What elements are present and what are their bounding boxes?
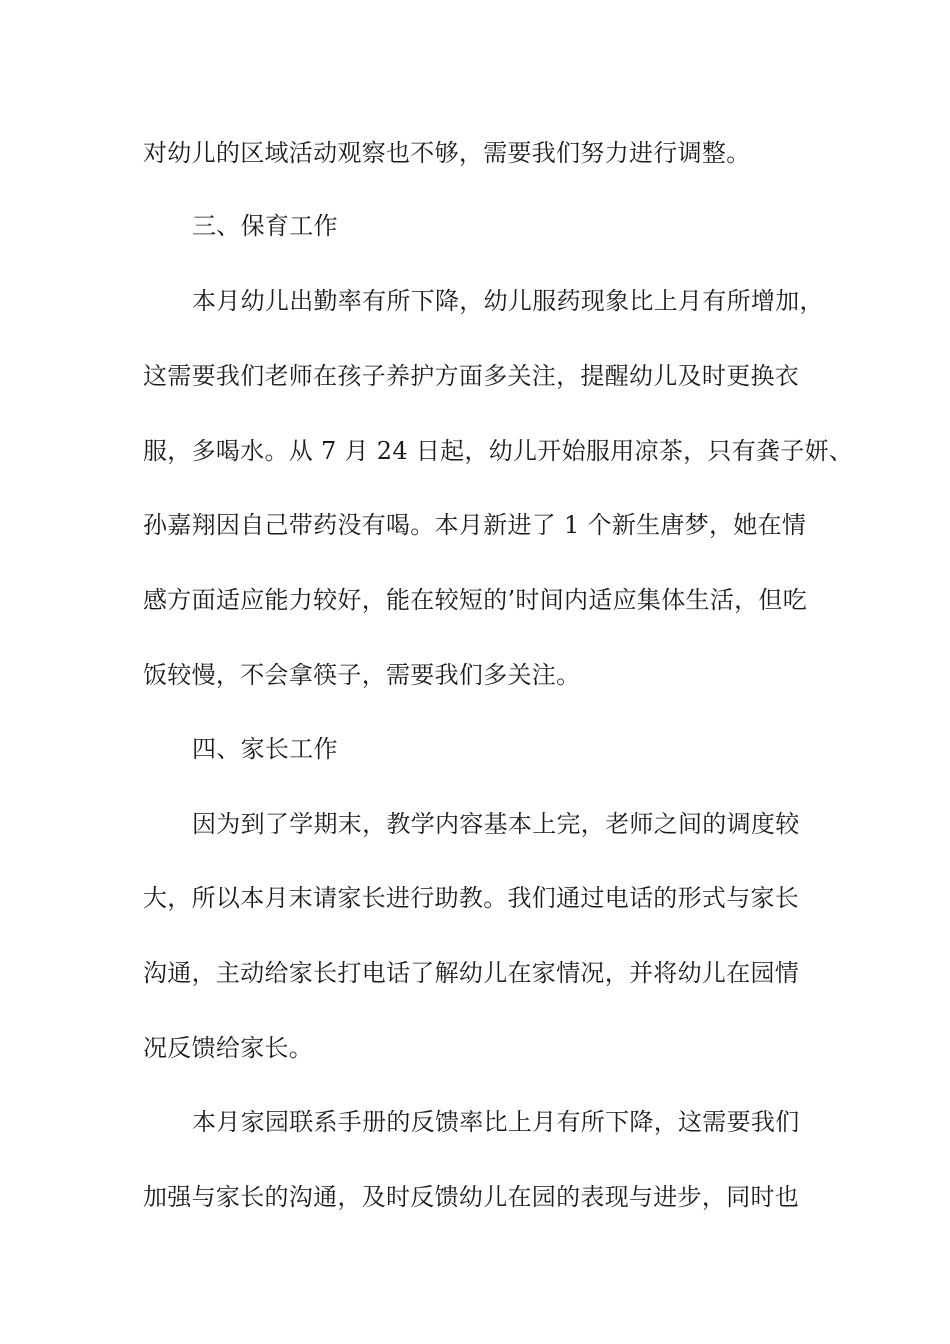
body-text-line: 加强与家长的沟通，及时反馈幼儿在园的表现与进步，同时也 [143, 1183, 800, 1211]
body-text-line: 况反馈给家长。 [143, 1034, 314, 1062]
body-text-line: 本月家园联系手册的反馈率比上月有所下降，这需要我们 [192, 1108, 800, 1136]
section-heading-childcare: 三、保育工作 [192, 212, 338, 240]
body-text-line: 感方面适应能力较好，能在较短的’时间内适应集体生活，但吃 [143, 586, 808, 614]
body-text-line: 服，多喝水。从 7 月 24 日起，幼儿开始服用凉茶，只有龚子妍、 [143, 437, 854, 465]
body-text-line: 这需要我们老师在孩子养护方面多关注，提醒幼儿及时更换衣 [143, 362, 800, 390]
body-text-line: 因为到了学期末，教学内容基本上完，老师之间的调度较 [192, 810, 800, 838]
section-heading-parents: 四、家长工作 [192, 735, 338, 763]
body-text-line: 对幼儿的区域活动观察也不够，需要我们努力进行调整。 [143, 139, 751, 167]
body-text-line: 本月幼儿出勤率有所下降，幼儿服药现象比上月有所增加， [192, 287, 824, 315]
body-text-line: 孙嘉翔因自己带药没有喝。本月新进了 1 个新生唐梦，她在情 [143, 511, 807, 539]
body-text-line: 大，所以本月末请家长进行助教。我们通过电话的形式与家长 [143, 884, 800, 912]
body-text-line: 沟通，主动给家长打电话了解幼儿在家情况，并将幼儿在园情 [143, 959, 800, 987]
body-text-line: 饭较慢，不会拿筷子，需要我们多关注。 [143, 661, 581, 689]
